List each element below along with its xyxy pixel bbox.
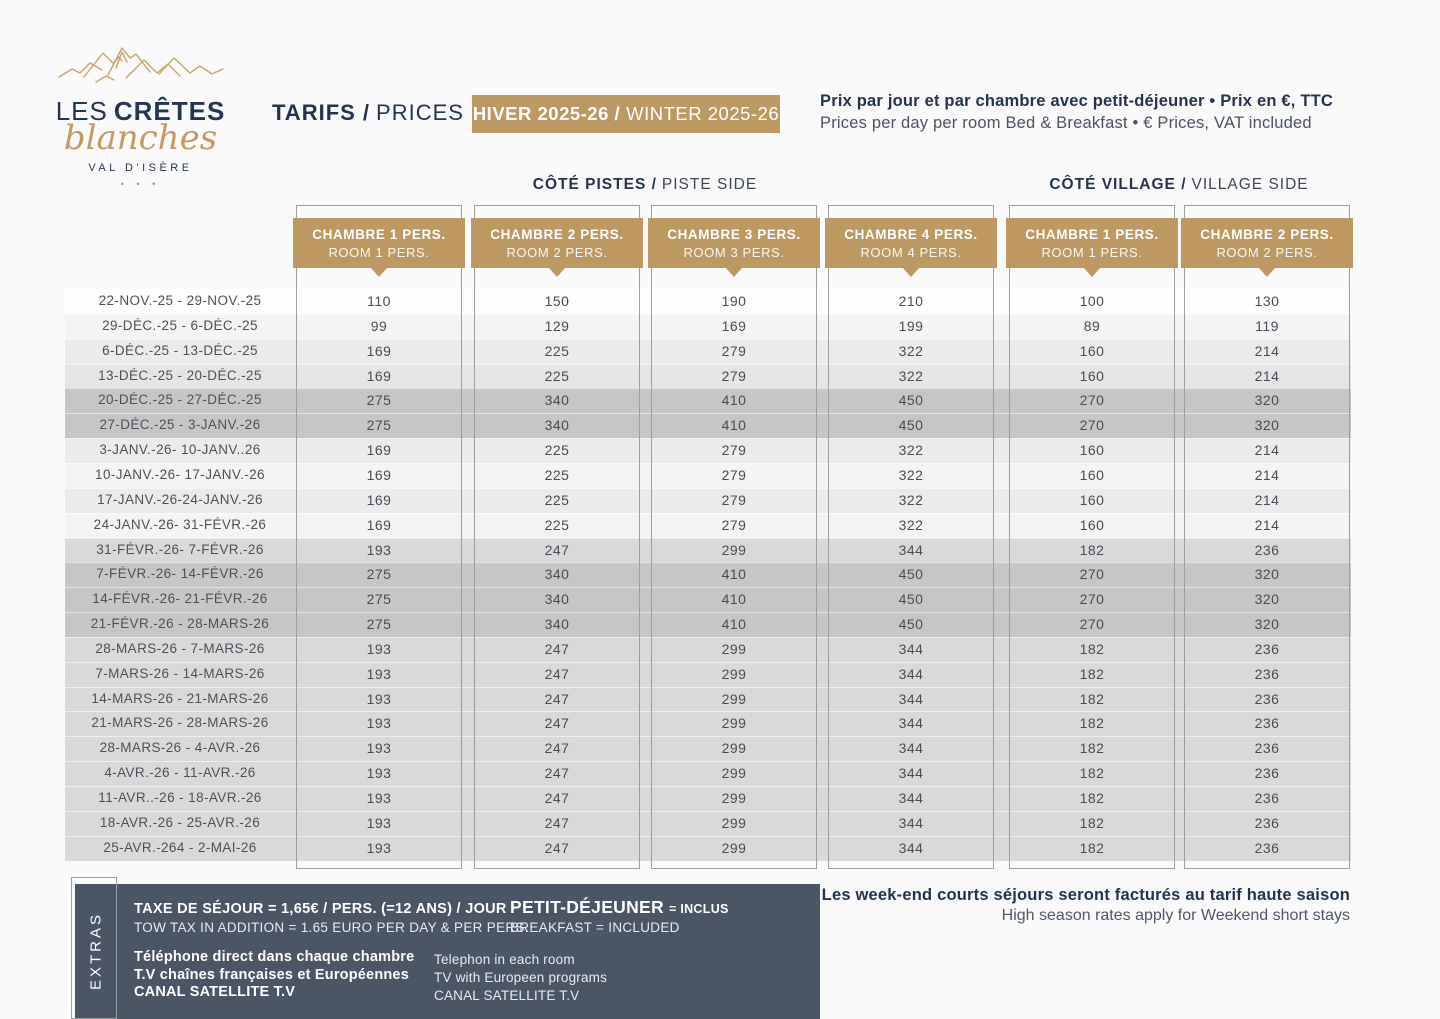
price-cell: 410: [721, 417, 747, 434]
column-header-subtitle: ROOM 4 PERS.: [860, 245, 962, 260]
season-badge: [472, 95, 780, 133]
weekend-note-en: High season rates apply for Weekend short stays: [1001, 907, 1350, 924]
price-cell: 247: [544, 765, 570, 782]
price-cell: 279: [721, 491, 747, 508]
price-cell: 344: [898, 640, 924, 657]
extras-breakfast-en: BREAKFAST = INCLUDED: [510, 920, 680, 935]
date-range-cell: 21-MARS-26 - 28-MARS-26: [91, 715, 269, 731]
extras-tax-fr: TAXE DE SÉJOUR = 1,65€ / PERS. (=12 ANS) / JOUR: [134, 901, 507, 917]
price-cell: 279: [721, 367, 747, 384]
price-cell: 182: [1079, 715, 1105, 732]
column-header-subtitle: ROOM 1 PERS.: [1041, 245, 1143, 260]
column-header: [1006, 218, 1178, 268]
pricing-note-en: Prices per day per room Bed & Breakfast • € Prices, VAT included: [820, 114, 1312, 132]
price-cell: 299: [721, 665, 747, 682]
price-cell: 150: [544, 293, 570, 309]
price-cell: 210: [898, 293, 924, 309]
date-range-cell: 3-JANV.-26- 10-JANV..26: [99, 442, 261, 458]
price-cell: 344: [898, 740, 924, 757]
pricing-note: [820, 92, 1340, 133]
date-range-cell: 20-DÉC.-25 - 27-DÉC.-25: [98, 392, 262, 408]
price-cell: 225: [544, 442, 570, 459]
price-cell: 279: [721, 516, 747, 533]
price-cell: 320: [1254, 566, 1280, 583]
price-cell: 214: [1254, 516, 1280, 533]
price-cell: 450: [898, 591, 924, 608]
extras-phone-fr-line2: T.V chaînes françaises et Européennes: [134, 966, 409, 983]
section-title-village: [979, 176, 1379, 194]
price-cell: 247: [544, 814, 570, 831]
date-range-cell: 7-MARS-26 - 14-MARS-26: [95, 665, 265, 681]
date-range-cell: 14-MARS-26 - 21-MARS-26: [91, 690, 269, 706]
page-title-en: PRICES: [376, 100, 464, 125]
brand-name-les: LES: [55, 96, 108, 126]
price-cell: 89: [1083, 317, 1101, 334]
column-header-title: CHAMBRE 1 PERS.: [312, 227, 446, 242]
price-cell: 344: [898, 715, 924, 732]
section-title-village-en: VILLAGE SIDE: [1191, 176, 1309, 193]
price-cell: 450: [898, 392, 924, 409]
brand-name-cretes: CRÊTES: [113, 96, 226, 126]
price-cell: 236: [1254, 715, 1280, 732]
price-cell: 182: [1079, 740, 1105, 757]
date-range-cell: 17-JANV.-26-24-JANV.-26: [97, 491, 263, 507]
price-cell: 214: [1254, 442, 1280, 459]
section-title-piste-en: PISTE SIDE: [661, 176, 758, 193]
date-range-cell: 4-AVR.-26 - 11-AVR.-26: [104, 765, 256, 781]
date-range-cell: 28-MARS-26 - 4-AVR.-26: [99, 740, 261, 756]
extras-tax-en: TOW TAX IN ADDITION = 1.65 EURO PER DAY & PER PERS.: [134, 920, 529, 935]
season-badge-fr: HIVER 2025-26 /: [472, 103, 621, 124]
extras-panel: [117, 884, 820, 1019]
price-cell: 340: [544, 591, 570, 608]
date-range-cell: 7-FÉVR.-26- 14-FÉVR.-26: [96, 566, 264, 582]
price-cell: 182: [1079, 790, 1105, 806]
price-cell: 299: [721, 541, 747, 558]
price-cell: 193: [366, 715, 392, 732]
price-cell: 450: [898, 566, 924, 583]
column-header-subtitle: ROOM 3 PERS.: [683, 245, 785, 260]
date-range-cell: 29-DÉC.-25 - 6-DÉC.-25: [102, 317, 258, 333]
extras-phone-en-line3: CANAL SATELLITE T.V: [434, 988, 580, 1003]
price-cell: 344: [898, 814, 924, 831]
price-cell: 247: [544, 665, 570, 682]
price-cell: 199: [898, 317, 924, 334]
brand-stars: • • •: [120, 179, 161, 189]
price-cell: 193: [366, 690, 392, 707]
price-cell: 182: [1079, 839, 1105, 856]
price-cell: 100: [1079, 293, 1105, 309]
price-cell: 225: [544, 466, 570, 483]
price-cell: 169: [366, 466, 392, 483]
price-cell: 160: [1079, 442, 1105, 459]
price-cell: 322: [898, 367, 924, 384]
price-cell: 160: [1079, 342, 1105, 359]
extras-breakfast-fr: [510, 897, 729, 918]
column-header-title: CHAMBRE 4 PERS.: [844, 227, 978, 242]
price-cell: 236: [1254, 839, 1280, 856]
price-cell: 270: [1079, 616, 1105, 633]
price-cell: 247: [544, 640, 570, 657]
price-cell: 340: [544, 566, 570, 583]
column-box-piste-4: [828, 205, 994, 869]
column-header: [1181, 218, 1353, 268]
price-cell: 450: [898, 616, 924, 633]
price-cell: 160: [1079, 516, 1105, 533]
price-cell: 299: [721, 715, 747, 732]
price-cell: 182: [1079, 665, 1105, 682]
pricing-note-fr: Prix par jour et par chambre avec petit-déjeuner • Prix en €, TTC: [820, 92, 1334, 110]
price-cell: 299: [721, 765, 747, 782]
price-cell: 410: [721, 616, 747, 633]
price-cell: 320: [1254, 591, 1280, 608]
date-range-cell: 6-DÉC.-25 - 13-DÉC.-25: [102, 342, 258, 358]
column-header: [293, 218, 465, 268]
extras-phone-fr-line1: Téléphone direct dans chaque chambre: [134, 949, 415, 965]
price-cell: 169: [721, 317, 747, 334]
price-cell: 236: [1254, 640, 1280, 657]
price-cell: 214: [1254, 342, 1280, 359]
price-cell: 322: [898, 516, 924, 533]
price-cell: 247: [544, 541, 570, 558]
price-cell: 279: [721, 342, 747, 359]
column-header: [471, 218, 643, 268]
page-title: [272, 100, 464, 126]
price-cell: 225: [544, 367, 570, 384]
price-cell: 193: [366, 740, 392, 757]
date-range-cell: 25-AVR.-264 - 2-MAI-26: [103, 839, 257, 855]
price-cell: 299: [721, 814, 747, 831]
page-title-fr: TARIFS /: [272, 100, 371, 125]
price-cell: 193: [366, 665, 392, 682]
price-cell: 110: [367, 293, 391, 309]
price-cell: 275: [366, 591, 392, 608]
price-cell: 182: [1079, 690, 1105, 707]
price-cell: 236: [1254, 765, 1280, 782]
price-cell: 225: [544, 491, 570, 508]
column-box-piste-2: [474, 205, 640, 869]
price-cell: 182: [1079, 640, 1105, 657]
date-range-cell: 10-JANV.-26- 17-JANV.-26: [95, 466, 265, 482]
price-cell: 247: [544, 839, 570, 856]
price-cell: 299: [721, 640, 747, 657]
extras-phone-fr: [134, 949, 414, 1002]
column-header-title: CHAMBRE 2 PERS.: [490, 227, 624, 242]
price-cell: 225: [544, 516, 570, 533]
price-cell: 322: [898, 442, 924, 459]
price-cell: 344: [898, 765, 924, 782]
price-cell: 236: [1254, 690, 1280, 707]
price-cell: 450: [898, 417, 924, 434]
price-cell: 236: [1254, 814, 1280, 831]
price-cell: 279: [721, 466, 747, 483]
price-cell: 193: [366, 814, 392, 831]
price-cell: 299: [721, 740, 747, 757]
price-cell: 214: [1254, 466, 1280, 483]
price-cell: 344: [898, 839, 924, 856]
brand-name-script: blanches: [63, 118, 218, 158]
price-cell: 322: [898, 342, 924, 359]
price-cell: 129: [544, 317, 570, 334]
date-range-cell: 14-FÉVR.-26- 21-FÉVR.-26: [92, 591, 268, 607]
column-header-subtitle: ROOM 1 PERS.: [328, 245, 430, 260]
column-header-title: CHAMBRE 2 PERS.: [1200, 227, 1334, 242]
price-cell: 182: [1079, 814, 1105, 831]
price-cell: 270: [1079, 591, 1105, 608]
price-cell: 169: [366, 367, 392, 384]
price-cell: 320: [1254, 392, 1280, 409]
price-cell: 236: [1254, 740, 1280, 757]
price-cell: 340: [544, 392, 570, 409]
column-header-subtitle: ROOM 2 PERS.: [1216, 245, 1318, 260]
column-box-piste-1: [296, 205, 462, 869]
price-cell: 169: [366, 342, 392, 359]
price-cell: 299: [721, 839, 747, 856]
price-cell: 320: [1254, 417, 1280, 434]
price-cell: 190: [721, 293, 747, 309]
price-cell: 160: [1079, 466, 1105, 483]
price-cell: 193: [366, 765, 392, 782]
date-range-cell: 21-FÉVR.-26 - 28-MARS-26: [90, 616, 270, 632]
price-cell: 410: [721, 591, 747, 608]
extras-phone-en-line1: Telephon in each room: [434, 952, 575, 967]
price-cell: 214: [1254, 491, 1280, 508]
date-range-cell: 13-DÉC.-25 - 20-DÉC.-25: [98, 367, 262, 383]
column-box-village-2: [1184, 205, 1350, 869]
price-cell: 193: [366, 790, 392, 806]
price-cell: 320: [1254, 616, 1280, 633]
column-header: [825, 218, 997, 268]
extras-breakfast-name: PETIT-DÉJEUNER: [510, 897, 664, 917]
mountains-icon: [56, 38, 226, 94]
price-cell: 270: [1079, 417, 1105, 434]
price-cell: 270: [1079, 392, 1105, 409]
price-cell: 247: [544, 740, 570, 757]
price-cell: 344: [898, 790, 924, 806]
column-header-title: CHAMBRE 3 PERS.: [667, 227, 801, 242]
price-cell: 340: [544, 417, 570, 434]
column-box-village-1: [1009, 205, 1175, 869]
date-range-cell: 18-AVR.-26 - 25-AVR.-26: [99, 814, 261, 830]
section-title-piste: [445, 176, 845, 194]
price-cell: 193: [366, 640, 392, 657]
price-cell: 410: [721, 566, 747, 583]
price-cell: 247: [544, 790, 570, 806]
price-cell: 344: [898, 690, 924, 707]
price-cell: 299: [721, 690, 747, 707]
price-cell: 236: [1254, 541, 1280, 558]
hotel-logo: [38, 38, 243, 189]
price-cell: 322: [898, 491, 924, 508]
price-cell: 344: [898, 665, 924, 682]
date-range-cell: 22-NOV.-25 - 29-NOV.-25: [98, 293, 262, 308]
price-cell: 275: [366, 392, 392, 409]
price-cell: 299: [721, 790, 747, 806]
column-header-subtitle: ROOM 2 PERS.: [506, 245, 608, 260]
price-cell: 169: [366, 516, 392, 533]
date-range-cell: 31-FÉVR.-26- 7-FÉVR.-26: [96, 541, 264, 557]
price-cell: 160: [1079, 491, 1105, 508]
price-cell: 236: [1254, 665, 1280, 682]
extras-label: EXTRAS: [87, 911, 105, 991]
price-cell: 410: [721, 392, 747, 409]
section-title-village-fr: CÔTÉ VILLAGE /: [1049, 176, 1187, 193]
price-cell: 247: [544, 715, 570, 732]
extras-phone-en-line2: TV with Europeen programs: [434, 970, 608, 985]
date-range-cell: 28-MARS-26 - 7-MARS-26: [95, 640, 265, 656]
extras-breakfast-value: = INCLUS: [668, 902, 729, 916]
column-header-title: CHAMBRE 1 PERS.: [1025, 227, 1159, 242]
price-cell: 99: [370, 317, 388, 334]
price-cell: 169: [366, 491, 392, 508]
price-cell: 322: [898, 466, 924, 483]
price-cell: 340: [544, 616, 570, 633]
date-range-cell: 24-JANV.-26- 31-FÉVR.-26: [93, 516, 267, 532]
price-cell: 236: [1254, 790, 1280, 806]
section-title-piste-fr: CÔTÉ PISTES /: [532, 176, 657, 193]
price-cell: 119: [1255, 317, 1279, 334]
price-cell: 275: [366, 417, 392, 434]
weekend-note-fr: Les week-end courts séjours seront facturés au tarif haute saison: [821, 886, 1350, 904]
price-cell: 130: [1254, 293, 1280, 309]
price-cell: 182: [1079, 541, 1105, 558]
column-box-piste-3: [651, 205, 817, 869]
price-cell: 270: [1079, 566, 1105, 583]
extras-phone-fr-line3: CANAL SATELLITE T.V: [134, 984, 296, 1000]
date-range-cell: 11-AVR..-26 - 18-AVR.-26: [98, 790, 262, 805]
extras-phone-en: [434, 951, 607, 1005]
price-cell: 214: [1254, 367, 1280, 384]
price-cell: 247: [544, 690, 570, 707]
price-cell: 169: [366, 442, 392, 459]
price-cell: 225: [544, 342, 570, 359]
price-cell: 279: [721, 442, 747, 459]
price-cell: 160: [1079, 367, 1105, 384]
column-header: [648, 218, 820, 268]
price-cell: 182: [1079, 765, 1105, 782]
price-cell: 193: [366, 839, 392, 856]
price-cell: 275: [366, 616, 392, 633]
price-cell: 193: [366, 541, 392, 558]
price-cell: 344: [898, 541, 924, 558]
brand-location: VAL D'ISÈRE: [88, 162, 193, 174]
price-cell: 275: [366, 566, 392, 583]
date-range-cell: 27-DÉC.-25 - 3-JANV.-26: [99, 417, 261, 433]
season-badge-en: WINTER 2025-26: [626, 103, 780, 124]
